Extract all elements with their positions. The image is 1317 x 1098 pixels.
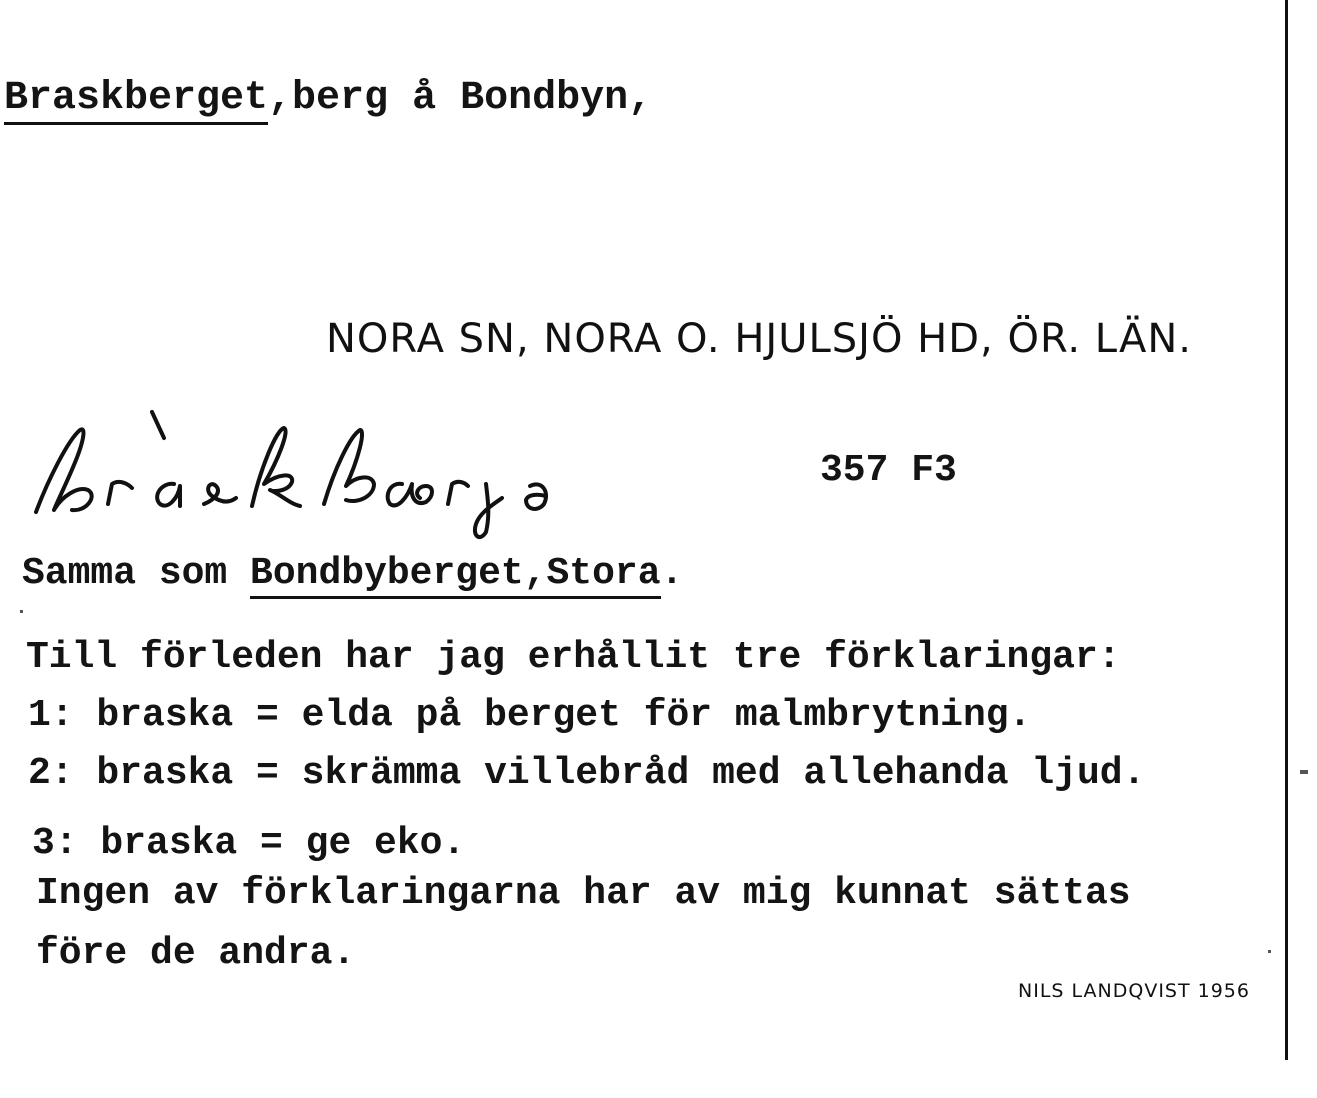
conclusion-line-1: Ingen av förklaringarna har av mig kunnat sättas [36, 872, 1131, 915]
explanation-1: 1: braska = elda på berget för malmbrytning. [28, 694, 1032, 737]
explanation-2: 2: braska = skrämma villebråd med allehanda ljud. [28, 752, 1146, 795]
same-as-suffix: . [660, 552, 684, 595]
signature: NILS LANDQVIST 1956 [1018, 980, 1250, 1002]
handwritten-pronunciation [28, 400, 588, 550]
headword-line [4, 76, 652, 121]
explanation-intro: Till förleden har jag erhållit tre förklaringar: [26, 636, 1121, 679]
reference-code: 357 F3 [820, 449, 957, 492]
location-line: NORA SN, NORA O. HJULSJÖ HD, ÖR. LÄN. [326, 316, 1192, 362]
headword-description: ,berg å Bondbyn, [268, 76, 653, 121]
same-as-prefix: Samma som [22, 552, 251, 595]
card-edge-line [1285, 0, 1288, 1060]
explanation-3: 3: braska = ge eko. [32, 822, 466, 865]
headword: Braskberget [4, 76, 268, 125]
same-as-line [22, 552, 683, 595]
scan-speck [20, 610, 23, 613]
scan-speck [1268, 950, 1271, 953]
scan-speck [1300, 770, 1308, 774]
same-as-name: Bondbyberget,Stora [250, 552, 660, 599]
conclusion-line-2: före de andra. [36, 932, 356, 975]
